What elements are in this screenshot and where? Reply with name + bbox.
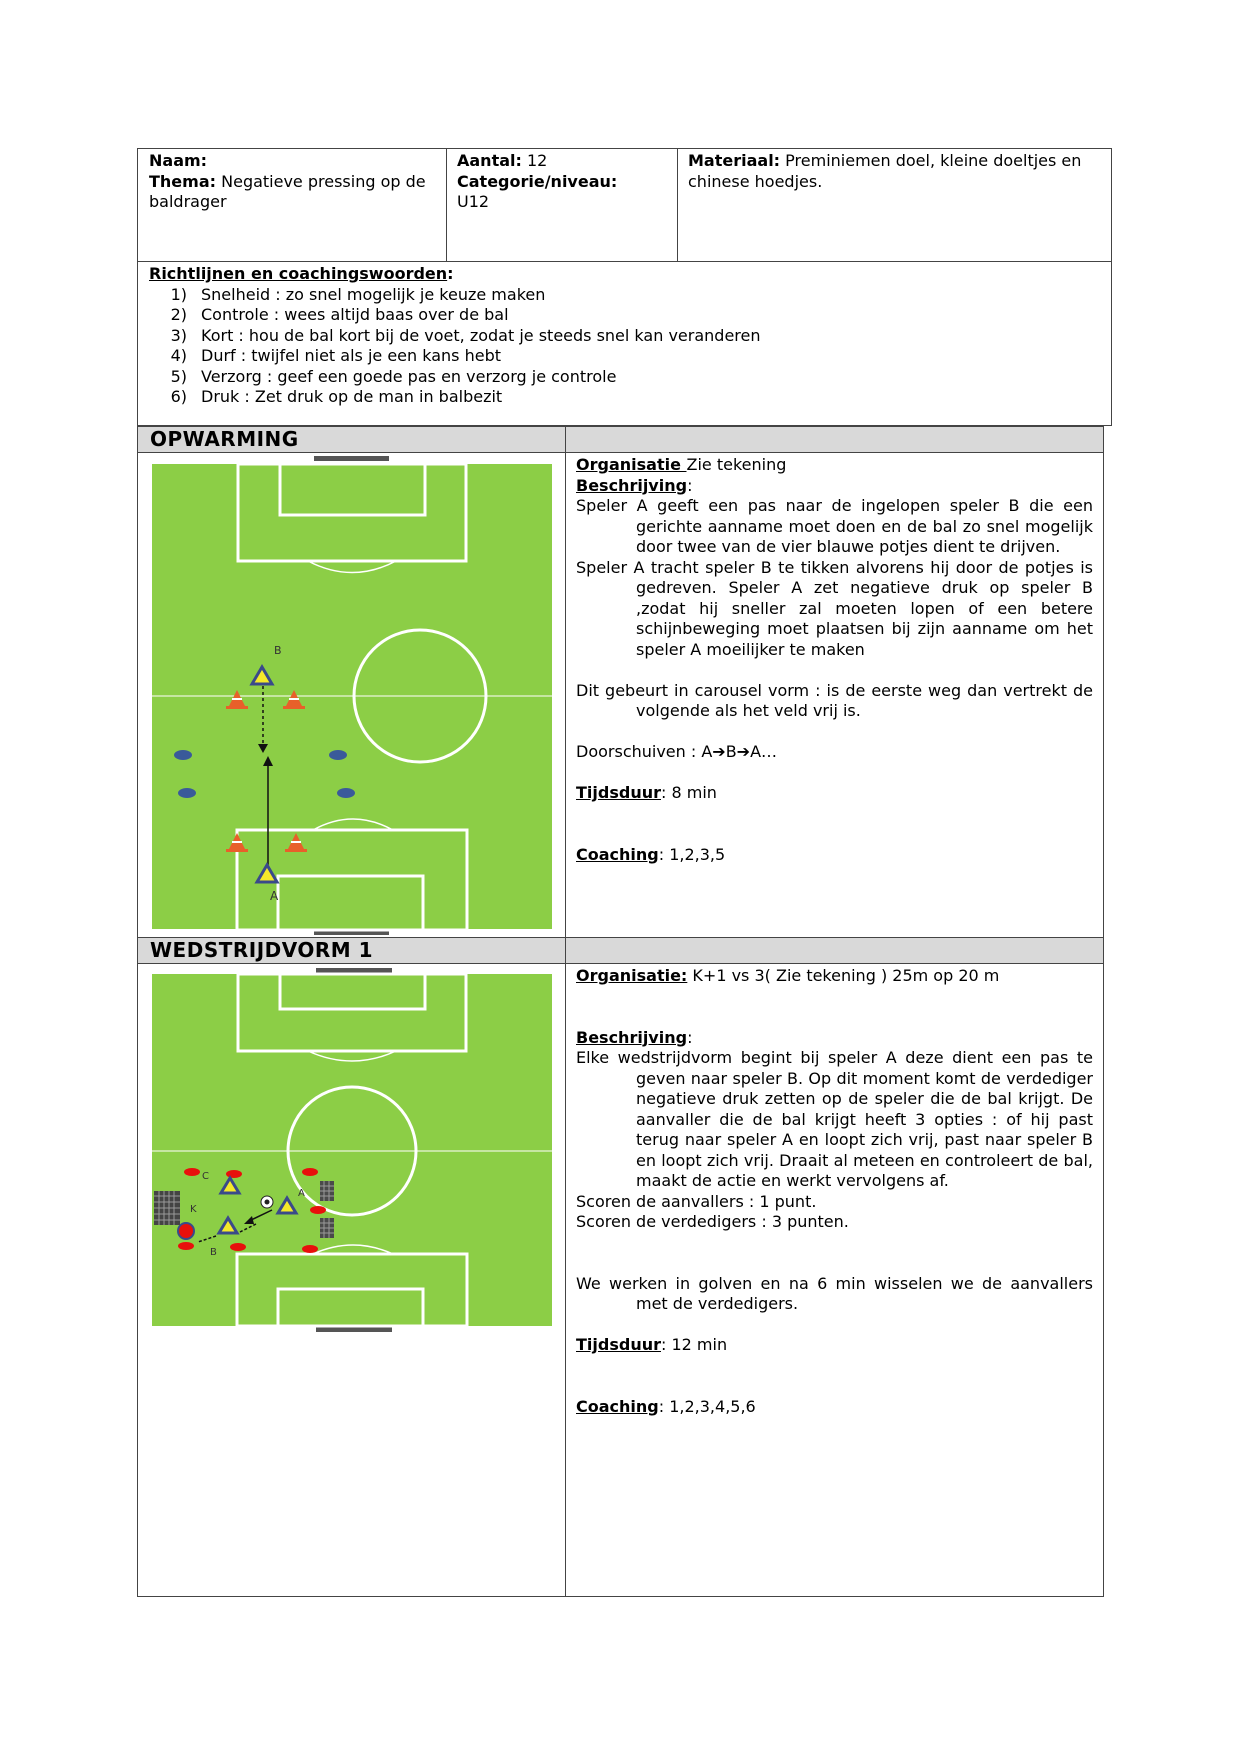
player-b-label: B — [210, 1247, 217, 1258]
match1-organisatie-label: Organisatie: — [576, 966, 688, 985]
header-col-divider-2 — [677, 148, 678, 262]
header-cell-aantal — [457, 151, 672, 213]
goal-net-icon — [154, 1191, 180, 1225]
match1-tijdsduur-label: Tijdsduur — [576, 1335, 661, 1354]
guideline-number: 5) — [170, 366, 187, 386]
match1-scoren-verdedigers: Scoren de verdedigers : 3 punten. — [576, 1212, 849, 1231]
red-marker — [184, 1168, 200, 1176]
warmup-beschrijving-label: Beschrijving — [576, 475, 688, 495]
materiaal-value: Preminiemen doel, kleine doeltjes en chinese hoedjes. — [688, 151, 1082, 191]
match1-tijdsduur-value: : 12 min — [660, 1335, 728, 1354]
guideline-text: Verzorg : geef een goede pas en verzorg je controle — [201, 366, 617, 386]
guidelines — [149, 264, 1099, 408]
guideline-text: Controle : wees altijd baas over de bal — [201, 305, 509, 324]
guideline-item — [149, 346, 1099, 367]
warmup-text: Organisatie Zie tekening Beschrijving: Speler A geeft een pas naar de ingelopen speler B die een gerichte aanname moet doen en de bal zo snel mogelijk door twee van de vier blauwe potjes dient te drijven. Speler A tracht speler B te tikken alvorens hij door de potjes is gedreven. Speler A zet negatieve druk op speler B ,zodat hij sneller zal moeten lopen of een betere schijnbeweging moet plaatsen bij zijn aanname om het speler A moeilijker te maken Dit gebeurt in carousel vorm : is de eerste weg dan vertrekt de volgende als het veld vrij is. Doorschuiven : A➔B➔A… Tijdsduur: 8 min Coaching: 1,2,3,5 — [576, 455, 1093, 864]
red-marker — [230, 1243, 246, 1251]
small-goal-icon — [320, 1181, 334, 1201]
red-marker — [302, 1245, 318, 1253]
ball-patch-icon — [265, 1200, 270, 1205]
warmup-diagram — [148, 454, 558, 938]
warmup-organisatie-label: Organisatie — [576, 455, 687, 474]
player-b-label: B — [274, 644, 282, 657]
guideline-number: 4) — [170, 346, 187, 365]
header-cell-materiaal — [688, 151, 1088, 192]
header-col-divider-1 — [446, 148, 447, 262]
guideline-text: Druk : Zet druk op de man in balbezit — [201, 387, 503, 406]
match1-col-divider — [565, 937, 566, 1597]
player-a-label: A — [270, 889, 279, 903]
goal-bar-top — [316, 968, 392, 973]
warmup-doorschuiven: Doorschuiven : A➔B➔A… — [576, 742, 778, 761]
thema-value: Negatieve pressing op de baldrager — [149, 171, 426, 211]
blue-marker — [174, 750, 192, 760]
match1-para1: Elke wedstrijdvorm begint bij speler A deze dient een pas te geven naar speler B. Op dit moment komt de verdediger negatieve druk zetten op de speler die de bal krijgt. De aanvaller die de bal krijgt heeft 3 opties : of hij past terug naar speler A en loopt zich vrij, past naar speler B en loopt zich vrij. Draait al meteen en controleert de bal, maakt de actie en werkt vervolgens af. — [576, 1048, 1093, 1190]
match1-coaching-value: : 1,2,3,4,5,6 — [658, 1396, 756, 1416]
guideline-item — [149, 387, 1099, 408]
match1-scoren-aanvallers: Scoren de aanvallers : 1 punt. — [576, 1191, 817, 1211]
warmup-organisatie-value: Zie tekening — [686, 455, 787, 474]
goal-bar-bottom — [316, 1327, 392, 1332]
guideline-number: 1) — [170, 284, 187, 304]
naam-label: Naam: — [149, 151, 208, 170]
warmup-header-right — [566, 427, 1103, 452]
blue-marker — [178, 788, 196, 798]
aantal-value: 12 — [527, 151, 548, 170]
warmup-coaching-value: : 1,2,3,5 — [658, 844, 726, 864]
guidelines-title: Richtlijnen en coachingswoorden — [149, 264, 448, 283]
categorie-value: U12 — [457, 192, 490, 211]
aantal-label: Aantal: — [457, 151, 522, 170]
match1-beschrijving-label: Beschrijving — [576, 1027, 688, 1047]
player-c-label: C — [202, 1171, 209, 1182]
warmup-header-line — [138, 452, 1103, 453]
match1-header-line — [138, 963, 1103, 964]
match1-coaching-label: Coaching — [576, 1396, 659, 1416]
guideline-number: 2) — [170, 305, 187, 324]
guideline-item — [149, 367, 1099, 388]
match1-header-right — [566, 938, 1103, 963]
warmup-para2: Speler A tracht speler B te tikken alvorens hij door de potjes is gedreven. Speler A zet negatieve druk op speler B ,zodat hij sneller zal moeten lopen of een betere schijnbeweging moet plaatsen bij zijn aanname om het speler A moeilijker te maken — [576, 557, 1093, 659]
warmup-tijdsduur-value: : 8 min — [660, 783, 717, 802]
guideline-item — [149, 285, 1099, 306]
goal-bar-top — [314, 456, 389, 461]
match1-organisatie-value: K+1 vs 3( Zie tekening ) 25m op 20 m — [687, 966, 1000, 985]
match1-diagram — [148, 966, 558, 1336]
red-marker — [302, 1168, 318, 1176]
player-k-label: K — [190, 1204, 197, 1215]
guideline-item — [149, 326, 1099, 347]
blue-marker — [329, 750, 347, 760]
warmup-col-divider — [565, 426, 566, 938]
guideline-number: 3) — [170, 325, 187, 345]
warmup-para3: Dit gebeurt in carousel vorm : is de eerste weg dan vertrekt de volgende als het veld vrij is. — [576, 680, 1093, 720]
warmup-title: OPWARMING — [138, 427, 565, 452]
guideline-text: Snelheid : zo snel mogelijk je keuze maken — [201, 284, 546, 304]
guideline-number: 6) — [170, 387, 187, 406]
guideline-item — [149, 305, 1099, 326]
warmup-para1: Speler A geeft een pas naar de ingelopen speler B die een gerichte aanname moet doen en de bal zo snel mogelijk door twee van de vier blauwe potjes dient te drijven. — [576, 496, 1093, 556]
keeper-icon — [178, 1223, 194, 1239]
guideline-text: Kort : hou de bal kort bij de voet, zodat je steeds snel kan veranderen — [201, 325, 761, 345]
red-marker — [226, 1170, 242, 1178]
guideline-text: Durf : twijfel niet als je een kans hebt — [201, 346, 502, 365]
materiaal-label: Materiaal: — [688, 151, 781, 170]
small-goal-icon — [320, 1218, 334, 1238]
match1-para2: We werken in golven en na 6 min wisselen we de aanvallers met de verdedigers. — [576, 1273, 1093, 1313]
guidelines-list — [149, 285, 1099, 408]
header-divider — [137, 261, 1112, 262]
guidelines-colon: : — [447, 264, 454, 283]
red-marker — [310, 1206, 326, 1214]
warmup-tijdsduur-label: Tijdsduur — [576, 783, 661, 802]
player-a-label: A — [298, 1188, 305, 1199]
thema-label: Thema: — [149, 171, 217, 191]
match1-title: WEDSTRIJDVORM 1 — [138, 938, 565, 963]
warmup-coaching-label: Coaching — [576, 844, 659, 864]
blue-marker — [337, 788, 355, 798]
categorie-label: Categorie/niveau: — [457, 171, 618, 191]
match1-text: Organisatie: K+1 vs 3( Zie tekening ) 25m op 20 m Beschrijving: Elke wedstrijdvorm begint bij speler A deze dient een pas te geven naar speler B. Op dit moment komt de verdediger negatieve druk zetten op de speler die de bal krijgt. De aanvaller die de bal krijgt heeft 3 opties : of hij past terug naar speler A en loopt zich vrij, past naar speler B en loopt zich vrij. Draait al meteen en controleert de bal, maakt de actie en werkt vervolgens af. Scoren de aanvallers : 1 punt. Scoren de verdedigers : 3 punten. We werken in golven en na 6 min wisselen we de aanvallers met de verdedigers. Tijdsduur: 12 min Coaching: 1,2,3,4,5,6 — [576, 966, 1093, 1416]
red-marker — [178, 1242, 194, 1250]
header-cell-naam — [149, 151, 439, 213]
pitch-surface — [152, 974, 552, 1326]
